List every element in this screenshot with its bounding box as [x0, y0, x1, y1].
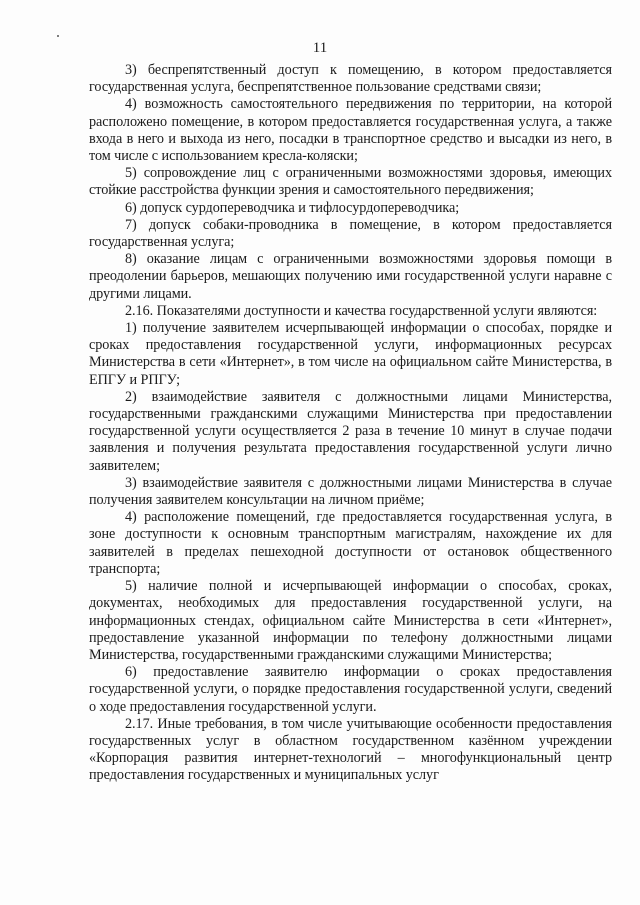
indicator-5-full-information: 5) наличие полной и исчерпывающей информации о способах, сроках, документах, необходимых для предоставления государственной услуги, на информационных стендах, официальном сайте Министерства в сети «Интернет», предоставление указанной информации по телефону должностными лицами Министерства, государственными гражданскими служащими Министерства; — [89, 578, 612, 663]
item-6-sign-interpreter: 6) допуск сурдопереводчика и тифлосурдопереводчика; — [125, 199, 460, 216]
page-number: 11 — [312, 40, 328, 56]
item-7-guide-dog: 7) допуск собаки-проводника в помещение, в котором предоставляется государственная услуга; — [89, 216, 612, 251]
indicator-1-information: 1) получение заявителем исчерпывающей информации о способах, порядке и сроках предоставления государственной услуги, информационных ресурсах Министерства в сети «Интернет», в том числе на официальном сайте Министерства, в ЕПГУ и РПГУ; — [89, 320, 612, 388]
indicator-6-status-information: 6) предоставление заявителю информации о сроках предоставления государственной услуги, о порядке предоставления государственной услуги, сведений о ходе предоставления государственной услуги. — [89, 664, 612, 715]
section-2-17-text: 2.17. Иные требования, в том числе учитывающие особенности предоставления государственных услуг в областном государственном казённом учреждении «Корпорация развития интернет-технологий – многофункциональный центр предоставления государственных и муниципальных услуг — [89, 715, 612, 784]
scan-speck — [57, 35, 59, 37]
item-3-unobstructed-access: 3) беспрепятственный доступ к помещению, в котором предоставляется государственная услуга, беспрепятственное пользование средствами связи; — [89, 62, 612, 96]
item-4-independent-movement: 4) возможность самостоятельного передвижения по территории, на которой расположено помещение, в котором предоставляется государственная услуга, а также входа в него и выхода из него, посадки в транспортное средство и высадки из него, в том числе с использованием кресла-коляски; — [89, 96, 612, 165]
item-8-assistance: 8) оказание лицам с ограниченными возможностями здоровья помощи в преодолении барьеров, мешающих получению ими государственной услуги наравне с другими лицами. — [89, 251, 612, 302]
indicator-4-location: 4) расположение помещений, где предоставляется государственная услуга, в зоне доступности к основным транспортным магистралям, нахождение их для заявителей в пределах пешеходной доступности от остановок общественного транспорта; — [89, 509, 612, 577]
section-2-16-heading: 2.16. Показателями доступности и качества государственной услуги являются: — [125, 302, 598, 319]
item-5-escort: 5) сопровождение лиц с ограниченными возможностями здоровья, имеющих стойкие расстройства функции зрения и самостоятельного передвижения; — [89, 165, 612, 199]
document-body — [89, 62, 612, 785]
indicator-2-interaction: 2) взаимодействие заявителя с должностными лицами Министерства, государственными гражданскими служащими Министерства при предоставлении государственной услуги осуществляется 2 раза в течение 10 минут в случае подачи заявления и получения результата предоставления государственной услуги лично заявителем; — [89, 388, 612, 474]
indicator-3-consultation: 3) взаимодействие заявителя с должностными лицами Министерства в случае получения заявителем консультации на личном приёме; — [89, 474, 612, 509]
